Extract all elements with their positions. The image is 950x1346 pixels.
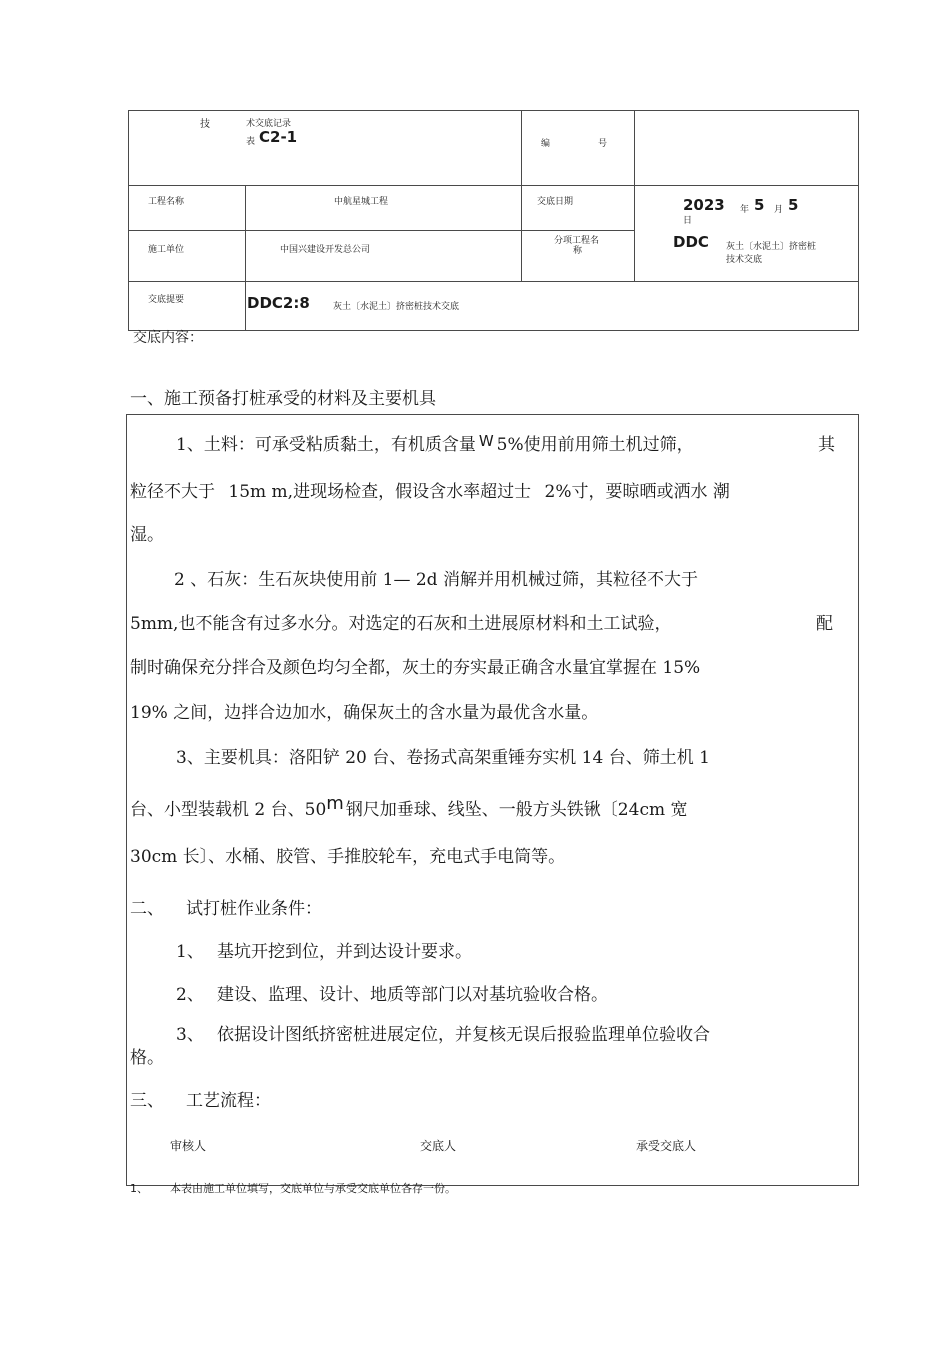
section-2-num: 二、 — [130, 899, 164, 919]
title-text: 术交底记录 — [246, 119, 292, 129]
section-1-title: 一、施工预备打桩承受的材料及主要机具 — [130, 389, 436, 409]
reviewer-label: 审核人 — [170, 1139, 207, 1153]
unit-name: 中国兴建设开发总公司 — [280, 245, 371, 255]
item-1-line-2 — [130, 477, 730, 502]
number-label-b: 号 — [598, 139, 608, 149]
section-3-num: 三、 — [130, 1091, 164, 1111]
item-3-line-2-a: 台、小型装载机 2 台、50 — [130, 800, 327, 820]
title-char: 技 — [200, 119, 210, 130]
sub-project-name-b: 技术交底 — [726, 255, 763, 265]
item-2-line-4: 19% 之间，边拌合边加水，确保灰土的含水量为最优含水量。 — [130, 703, 599, 723]
content-box-right — [858, 414, 859, 1185]
item-2-line-2: 5mm,也不能含有过多水分。对选定的石灰和土进展原材料和土工试验， — [130, 614, 672, 634]
receiver-label: 承受交底人 — [636, 1139, 697, 1153]
date-label: 交底日期 — [537, 197, 574, 207]
summary-text: 灰土〔水泥土〕挤密桩技术交底 — [333, 302, 460, 312]
item-1-line-1-b: 5%使用前用筛土机过筛， — [496, 435, 694, 455]
item-3-line-3: 30cm 长〕、水桶、胶管、手推胶轮车，充电式手电筒等。 — [130, 847, 566, 867]
unit-label: 施工单位 — [148, 245, 185, 255]
item-1-line-1-a: 1、土料：可承受粘质黏土，有机质含量 — [176, 435, 476, 455]
table-top-border — [128, 110, 859, 111]
condition-2-num: 2、 — [176, 985, 204, 1005]
item-3-line-2-b: 钢尺加垂球、线坠、一般方头铁锹〔24cm 宽 — [345, 800, 688, 820]
condition-1-num: 1、 — [176, 942, 204, 962]
item-1-line-3: 湿。 — [130, 525, 164, 545]
project-name: 中航星城工程 — [334, 197, 389, 207]
sub-project-label-a: 分项工程名 — [554, 236, 600, 246]
table-col-divider — [521, 110, 522, 281]
table-row-divider — [128, 281, 859, 282]
table-row-divider — [128, 230, 634, 231]
item-3-line-2 — [130, 795, 688, 820]
condition-3-text-b: 格。 — [130, 1048, 164, 1068]
content-box-top — [126, 414, 859, 415]
section-3-title: 工艺流程： — [186, 1091, 271, 1111]
item-2-line-3: 制时确保充分拌合及颜色均匀全都，灰土的夯实最正确含水量宜掌握在 15% — [130, 658, 701, 678]
date-month: 5 — [754, 196, 765, 214]
table-right-border — [858, 110, 859, 330]
item-3-line-1: 3、主要机具：洛阳铲 20 台、卷扬式高架重锤夯实机 14 台、筛土机 1 — [176, 748, 710, 768]
table-row-divider — [128, 185, 859, 186]
table-bottom-border — [128, 330, 859, 331]
footnote-text: 本表由施工单位填写，交底单位与承受交底单位各存一份。 — [170, 1182, 456, 1195]
table-left-border — [128, 110, 129, 330]
table-col-divider — [245, 185, 246, 330]
section-2-title: 试打桩作业条件： — [186, 899, 322, 919]
item-1-line-1-c: 其 — [818, 435, 835, 455]
item-1-line-1 — [176, 430, 694, 455]
summary-code: DDC2:8 — [247, 294, 310, 312]
date-month-unit: 月 — [774, 205, 784, 215]
item-1-line-2-a: 粒径不大于 — [130, 482, 215, 502]
item-1-line-2-b: 15m m,进现场检查，假设含水率超过士 — [228, 482, 532, 502]
sub-project-name-a: 灰土〔水泥土〕挤密桩 — [726, 242, 817, 252]
table-col-divider — [634, 110, 635, 281]
discloser-label: 交底人 — [420, 1139, 457, 1153]
form-code: C2-1 — [259, 128, 298, 146]
content-box-left — [126, 414, 127, 1185]
content-heading: 交底内容： — [133, 330, 203, 346]
date-day-unit: 日 — [683, 216, 693, 226]
item-1-line-2-c: 2%寸，要晾晒或洒水 潮 — [544, 482, 730, 502]
date-year-unit: 年 — [740, 205, 750, 215]
number-label-a: 编 — [541, 139, 551, 149]
summary-label: 交底提要 — [148, 295, 185, 305]
date-year: 2023 — [683, 196, 725, 214]
project-name-label: 工程名称 — [148, 197, 185, 207]
condition-3-num: 3、 — [176, 1025, 204, 1045]
sub-project-label-b: 称 — [573, 246, 583, 256]
form-prefix: 表 — [246, 137, 256, 147]
condition-2-text: 建设、监理、设计、地质等部门以对基坑验收合格。 — [217, 985, 608, 1005]
footnote-num: 1、 — [130, 1182, 148, 1195]
item-2-line-2-b: 配 — [816, 614, 833, 634]
item-1-w: W — [478, 432, 494, 450]
condition-1-text: 基坑开挖到位，并到达设计要求。 — [217, 942, 472, 962]
sub-project-code: DDC — [673, 233, 709, 251]
date-day: 5 — [788, 196, 799, 214]
condition-3-text: 依据设计图纸挤密桩进展定位，并复核无误后报验监理单位验收合 — [217, 1025, 710, 1045]
item-3-m: m — [326, 793, 344, 814]
item-2-line-1: 2 、石灰：生石灰块使用前 1— 2d 消解并用机械过筛，其粒径不大于 — [174, 570, 698, 590]
